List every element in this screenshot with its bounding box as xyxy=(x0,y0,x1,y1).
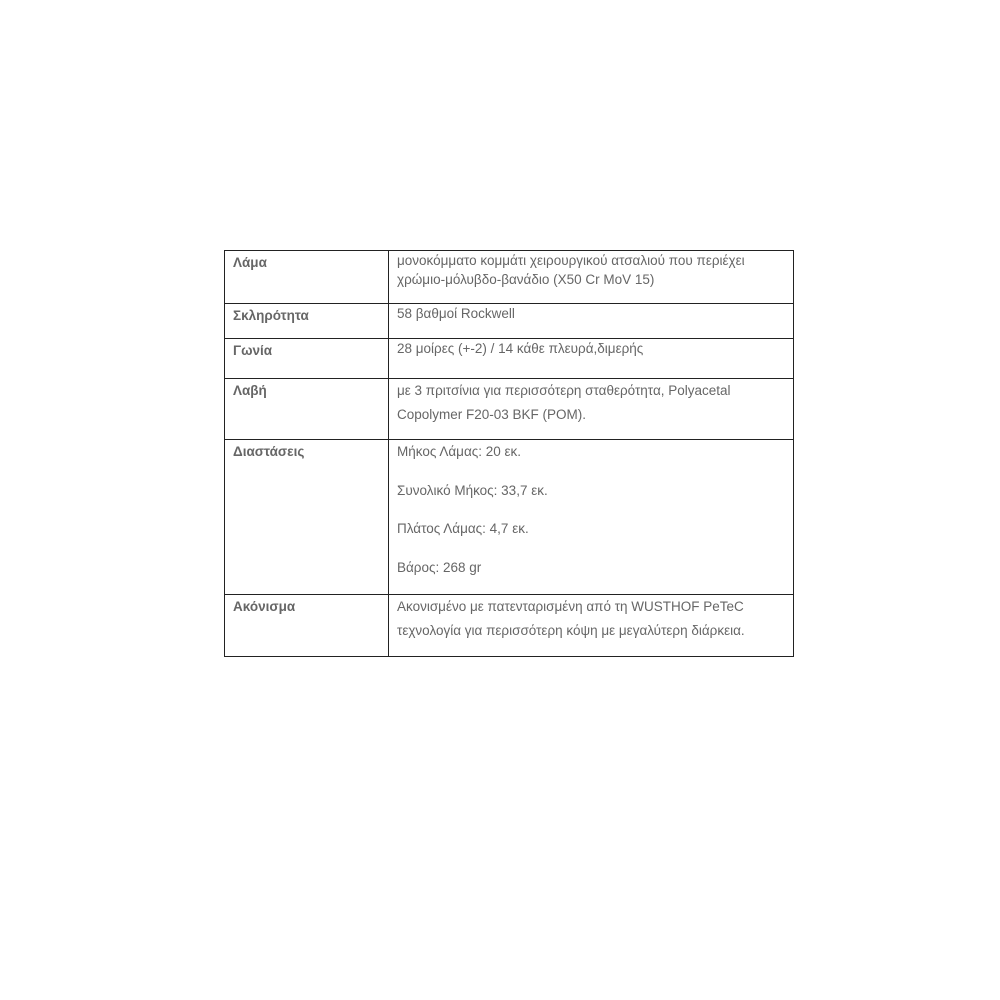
dimension-line: Μήκος Λάμας: 20 εκ. xyxy=(397,444,522,459)
spec-row-blade xyxy=(225,251,794,304)
spec-label: Διαστάσεις xyxy=(233,444,305,459)
spec-row-hardness xyxy=(225,304,794,339)
spec-label: Λάμα xyxy=(233,255,267,270)
spec-row-sharpening xyxy=(225,595,794,657)
spec-value: 28 μοίρες (+-2) / 14 κάθε πλευρά,διμερής xyxy=(397,341,644,356)
spec-value xyxy=(389,440,793,594)
spec-row-angle xyxy=(225,339,794,379)
spec-label: Λαβή xyxy=(233,383,267,398)
spec-value: 58 βαθμοί Rockwell xyxy=(397,306,515,321)
dimension-line: Πλάτος Λάμας: 4,7 εκ. xyxy=(397,521,529,536)
spec-label: Γωνία xyxy=(233,343,273,358)
spec-label: Σκληρότητα xyxy=(233,308,309,323)
dimension-line: Συνολικό Μήκος: 33,7 εκ. xyxy=(397,482,548,498)
spec-value: Ακονισμένο με πατενταρισμένη από τη WUSTHOF PeTeC τεχνολογία για περισσότερη κόψη με μεγαλύτερη διάρκεια. xyxy=(397,599,745,638)
dimension-line: Βάρος: 268 gr xyxy=(397,559,482,575)
spec-row-dimensions xyxy=(225,440,794,595)
spec-label: Ακόνισμα xyxy=(233,599,296,614)
spec-row-handle xyxy=(225,379,794,440)
spec-value: με 3 πριτσίνια για περισσότερη σταθερότητα, Polyacetal Copolymer F20-03 BKF (POM). xyxy=(397,383,731,422)
spec-table xyxy=(224,250,794,657)
spec-value: μονοκόμματο κομμάτι χειρουργικού ατσαλιού που περιέχει χρώμιο-μόλυβδο-βανάδιο (X50 Cr MoV 15) xyxy=(397,253,745,287)
